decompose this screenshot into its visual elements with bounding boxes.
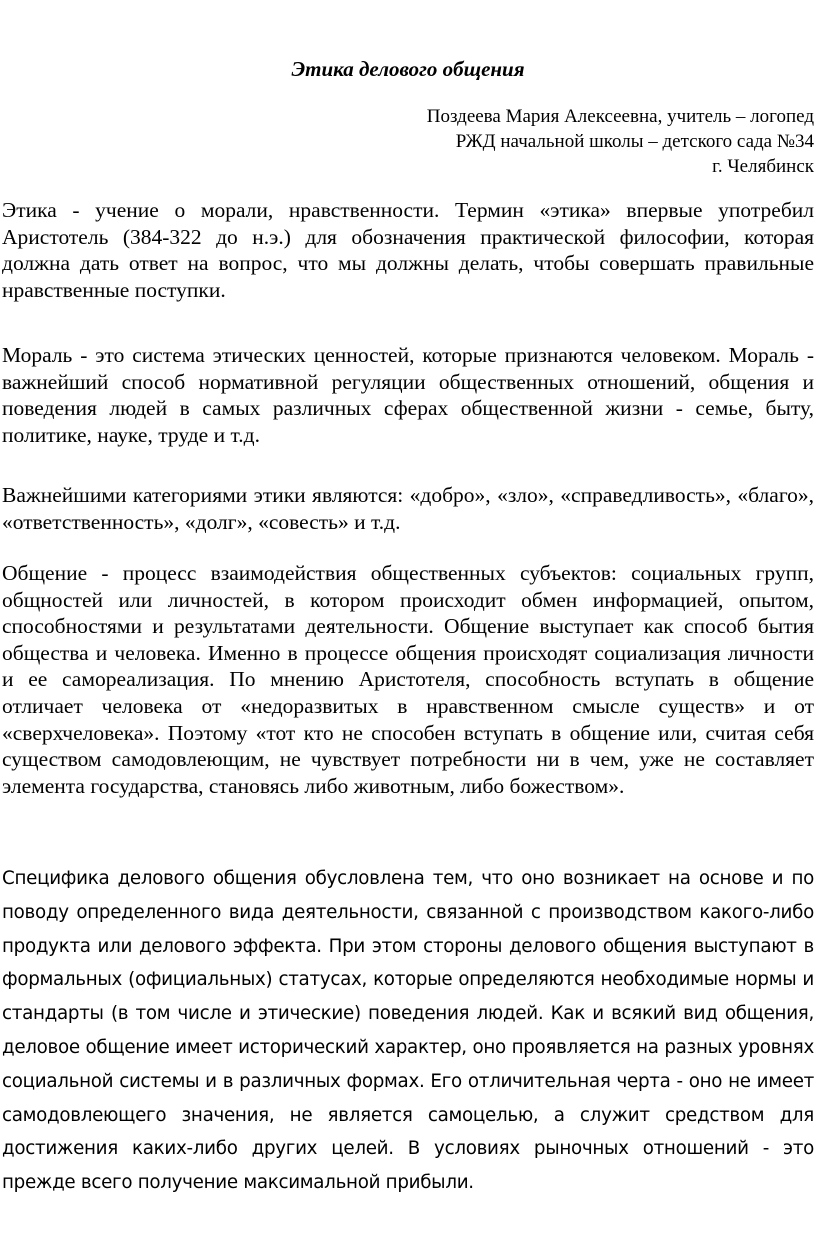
author-name-line: Поздеева Мария Алексеевна, учитель – логопед <box>426 106 814 127</box>
paragraph-categories: Важнейшими категориями этики являются: «добро», «зло», «справедливость», «благо», «ответственность», «долг», «совесть» и т.д. <box>2 483 814 534</box>
author-city-line: г. Челябинск <box>712 156 814 177</box>
paragraph-ethics: Этика - учение о морали, нравственности. Термин «этика» впервые употребил Аристотель (384-322 до н.э.) для обозначения практической философии, которая должна дать ответ на вопрос, что мы должны делать, чтобы совершать правильные нравственные поступки. <box>2 198 814 302</box>
document-title: Этика делового общения <box>291 57 525 81</box>
paragraph-business-communication: Специфика делового общения обусловлена тем, что оно возникает на основе и по поводу определенного вида деятельности, связанной с производством какого-либо продукта или делового эффекта. При этом стороны делового общения выступают в формальных (официальных) статусах, которые определяются необходимые нормы и стандарты (в том числе и этические) поведения людей. Как и всякий вид общения, деловое общение имеет исторический характер, оно проявляется на разных уровнях социальной системы и в различных формах. Его отличительная черта - оно не имеет самодовлеющего значения, не является самоцелью, а служит средством для достижения каких-либо других целей. В условиях рыночных отношений - это прежде всего получение максимальной прибыли. <box>2 868 814 1194</box>
author-block <box>214 104 814 179</box>
author-workplace-line: РЖД начальной школы – детского сада №34 <box>455 131 814 152</box>
paragraph-morality: Мораль - это система этических ценностей, которые признаются человеком. Мораль - важнейший способ нормативной регуляции общественных отношений, общения и поведения людей в самых различных сферах общественной жизни - семье, быту, политике, науке, труде и т.д. <box>2 343 814 447</box>
paragraph-communication: Общение - процесс взаимодействия общественных субъектов: социальных групп, общностей или личностей, в котором происходит обмен информацией, опытом, способностями и результатами деятельности. Общение выступает как способ бытия общества и человека. Именно в процессе общения происходят социализация личности и ее самореализация. По мнению Аристотеля, способность вступать в общение отличает человека от «недоразвитых в нравственном смысле существ» и от «сверхчеловека». Поэтому «тот кто не способен вступать в общение или, считая себя существом самодовлеющим, не чувствует потребности ни в чем, уже не составляет элемента государства, становясь либо животным, либо божеством». <box>2 561 814 798</box>
